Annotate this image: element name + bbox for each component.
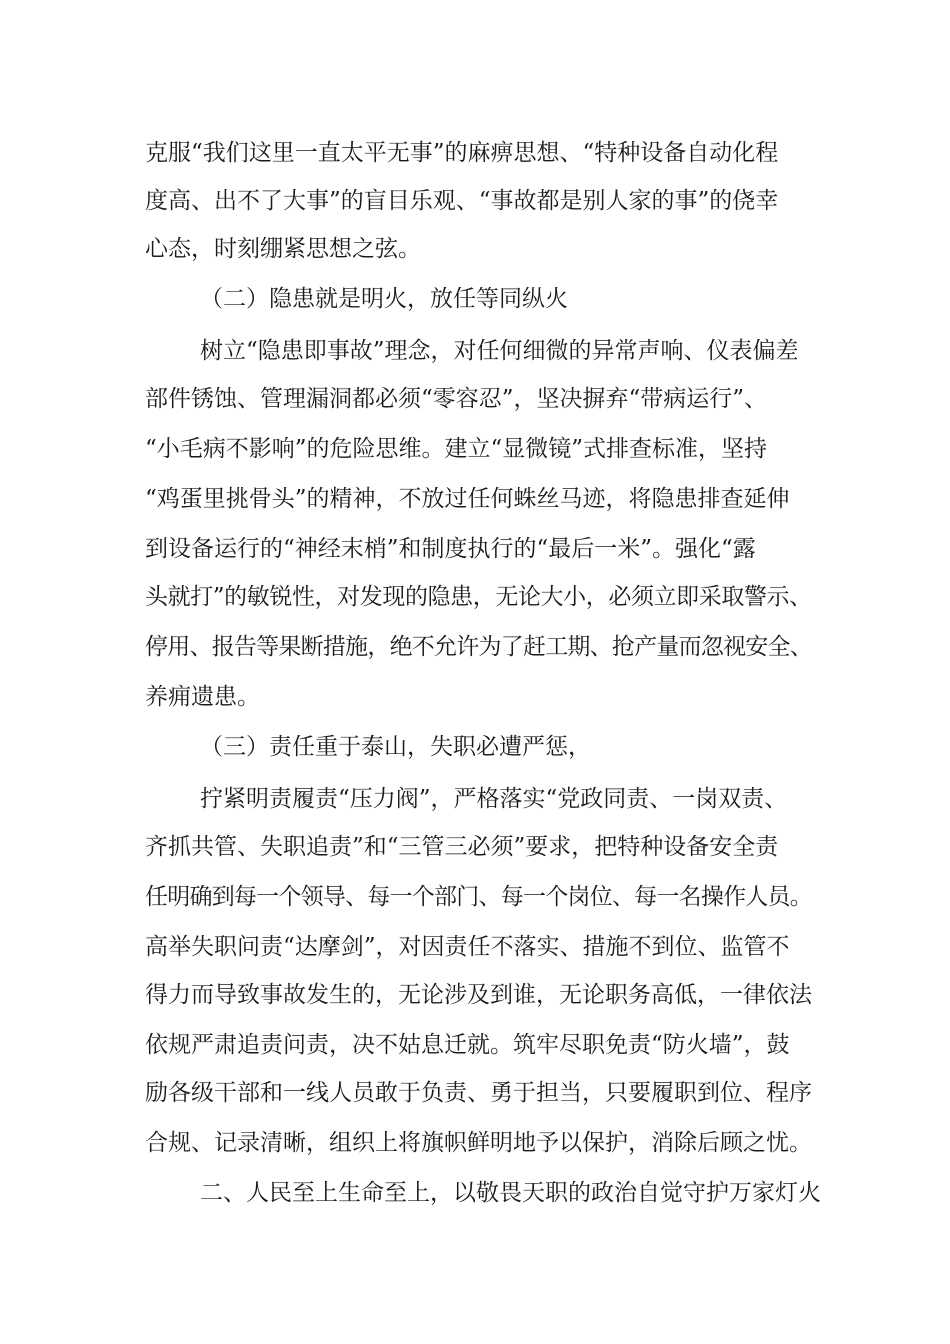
section-heading: （三）责任重于泰山，失职必遭严惩， (200, 734, 591, 760)
paragraph-line: 任明确到每一个领导、每一个部门、每一个岗位、每一名操作人员。 (145, 884, 813, 910)
paragraph-line: “小毛病不影响”的危险思维。建立“显微镜”式排查标准，坚持 (145, 436, 768, 462)
paragraph-line: 励各级干部和一线人员敢于负责、勇于担当，只要履职到位、程序 (145, 1080, 812, 1106)
section-heading: （二）隐患就是明火，放任等同纵火 (200, 286, 568, 312)
paragraph-line: 停用、报告等果断措施，绝不允许为了赶工期、抢产量而忽视安全、 (145, 634, 813, 660)
paragraph-line: 到设备运行的“神经末梢”和制度执行的“最后一米”。强化“露 (145, 536, 756, 562)
paragraph-line: 度高、出不了大事”的盲目乐观、“事故都是别人家的事”的侥幸 (145, 188, 779, 214)
paragraph-line: 高举失职问责“达摩剑”，对因责任不落实、措施不到位、监管不 (145, 934, 790, 960)
paragraph-line: 合规、记录清晰，组织上将旗帜鲜明地予以保护，消除后顾之忧。 (145, 1130, 812, 1156)
paragraph-line: 养痈遗患。 (145, 684, 260, 710)
paragraph-line: 心态，时刻绷紧思想之弦。 (145, 236, 421, 262)
paragraph-line: 头就打”的敏锐性，对发现的隐患，无论大小，必须立即采取警示、 (145, 584, 812, 610)
paragraph-line: “鸡蛋里挑骨头”的精神，不放过任何蛛丝马迹，将隐患排查延伸 (145, 486, 790, 512)
paragraph-line: 依规严肃追责问责，决不姑息迁就。筑牢尽职免责“防火墙”，鼓 (145, 1032, 790, 1058)
paragraph-line: 得力而导致事故发生的，无论涉及到谁，无论职务高低，一律依法 (145, 982, 812, 1008)
paragraph-line: 部件锈蚀、管理漏洞都必须“零容忍”，坚决摒弃“带病运行”、 (145, 386, 768, 412)
paragraph-line: 拧紧明责履责“压力阀”，严格落实“党政同责、一岗双责、 (200, 786, 788, 812)
paragraph-line: 克服“我们这里一直太平无事”的麻痹思想、“特种设备自动化程 (145, 140, 779, 166)
chapter-heading: 二、人民至上生命至上，以敬畏天职的政治自觉守护万家灯火 (200, 1180, 821, 1206)
paragraph-line: 齐抓共管、失职追责”和“三管三必须”要求，把特种设备安全责 (145, 834, 779, 860)
paragraph-line: 树立“隐患即事故”理念，对任何细微的异常声响、仪表偏差 (200, 338, 799, 364)
